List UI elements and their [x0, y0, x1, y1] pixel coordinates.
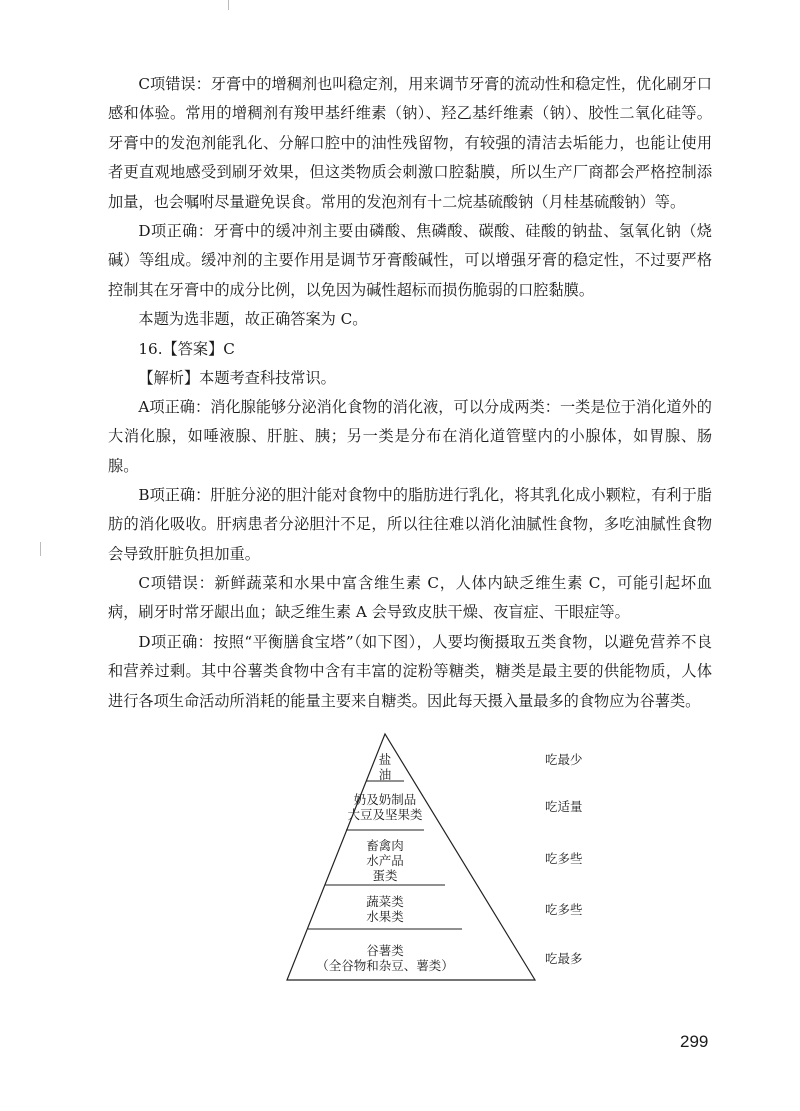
- tier-line: （全谷物和杂豆、薯类）: [316, 958, 454, 973]
- margin-mark: [228, 0, 229, 10]
- side-label-eat-least: 吃最少: [545, 752, 583, 767]
- page-number: 299: [680, 1032, 709, 1051]
- tier-line: 蛋类: [372, 868, 398, 883]
- tier-line: 蔬菜类: [366, 894, 404, 909]
- pyramid-tier-vegetables-fruits: [330, 894, 440, 924]
- tier-line: 油: [378, 767, 392, 782]
- question-16-analysis-heading: 【解析】本题考查科技常识。: [138, 369, 336, 387]
- side-label-eat-moderate: 吃适量: [545, 799, 583, 814]
- side-label-eat-more: 吃多些: [545, 851, 583, 866]
- tier-line: 畜禽肉: [366, 838, 404, 853]
- pyramid-tier-dairy-soy: [330, 792, 440, 822]
- paragraph-c-option-vitamins: C项错误：新鲜蔬菜和水果中富含维生素 C，人体内缺乏维生素 C，可能引起坏血病，刷牙时常牙龈出血；缺乏维生素 A 会导致皮肤干燥、夜盲症、干眼症等。: [108, 574, 712, 622]
- tier-line: 盐: [378, 752, 392, 767]
- paragraph-a-option-digestive-glands: A项正确：消化腺能够分泌消化食物的消化液，可以分成两类：一类是位于消化道外的大消化腺，如唾液腺、肝脏、胰；另一类是分布在消化道管壁内的小腺体，如胃腺、肠腺。: [108, 398, 712, 475]
- tier-line: 奶及奶制品: [353, 792, 417, 807]
- margin-mark: [40, 542, 41, 556]
- paragraph-answer-conclusion: 本题为选非题，故正确答案为 C。: [138, 310, 368, 328]
- side-label-eat-most: 吃最多: [545, 951, 583, 966]
- paragraph-d-option-food-pyramid: D项正确：按照“平衡膳食宝塔”（如下图），人要均衡摄取五类食物，以避免营养不良和营养过剩。其中谷薯类食物中含有丰富的淀粉等糖类，糖类是最主要的供能物质，人体进行各项生命活动所消耗的能量主要来自糖类。因此每天摄入量最多的食物应为谷薯类。: [108, 633, 712, 710]
- paragraph-b-option-bile: B项正确：肝脏分泌的胆汁能对食物中的脂肪进行乳化，将其乳化成小颗粒，有利于脂肪的消化吸收。肝病患者分泌胆汁不足，所以往往难以消化油腻性食物，多吃油腻性食物会导致肝脏负担加重。: [108, 486, 712, 563]
- pyramid-tier-salt-oil: [365, 752, 405, 782]
- paragraph-c-option-thickener: C项错误：牙膏中的增稠剂也叫稳定剂，用来调节牙膏的流动性和稳定性，优化刷牙口感和体验。常用的增稠剂有羧甲基纤维素（钠）、羟乙基纤维素（钠）、胶性二氧化硅等。牙膏中的发泡剂能乳化、分解口腔中的油性残留物，有较强的清洁去垢能力，也能让使用者更直观地感受到刷牙效果，但这类物质会刺激口腔黏膜，所以生产厂商都会严格控制添加量，也会嘱咐尽量避免误食。常用的发泡剂有十二烷基硫酸钠（月桂基硫酸钠）等。: [108, 75, 712, 211]
- tier-line: 大豆及坚果类: [347, 807, 423, 822]
- paragraph-d-option-buffer: D项正确：牙膏中的缓冲剂主要由磷酸、焦磷酸、碳酸、硅酸的钠盐、氢氧化钠（烧碱）等组成。缓冲剂的主要作用是调节牙膏酸碱性，可以增强牙膏的稳定性，不过要严格控制其在牙膏中的成分比例，以免因为碱性超标而损伤脆弱的口腔黏膜。: [108, 222, 712, 299]
- pyramid-tier-grains-tubers: [305, 943, 465, 973]
- tier-line: 谷薯类: [366, 943, 404, 958]
- side-label-eat-more: 吃多些: [545, 902, 583, 917]
- tier-line: 水果类: [366, 909, 404, 924]
- tier-line: 水产品: [366, 853, 404, 868]
- question-16-answer: 16.【答案】C: [138, 340, 235, 358]
- pyramid-tier-meat-fish-eggs: [330, 838, 440, 883]
